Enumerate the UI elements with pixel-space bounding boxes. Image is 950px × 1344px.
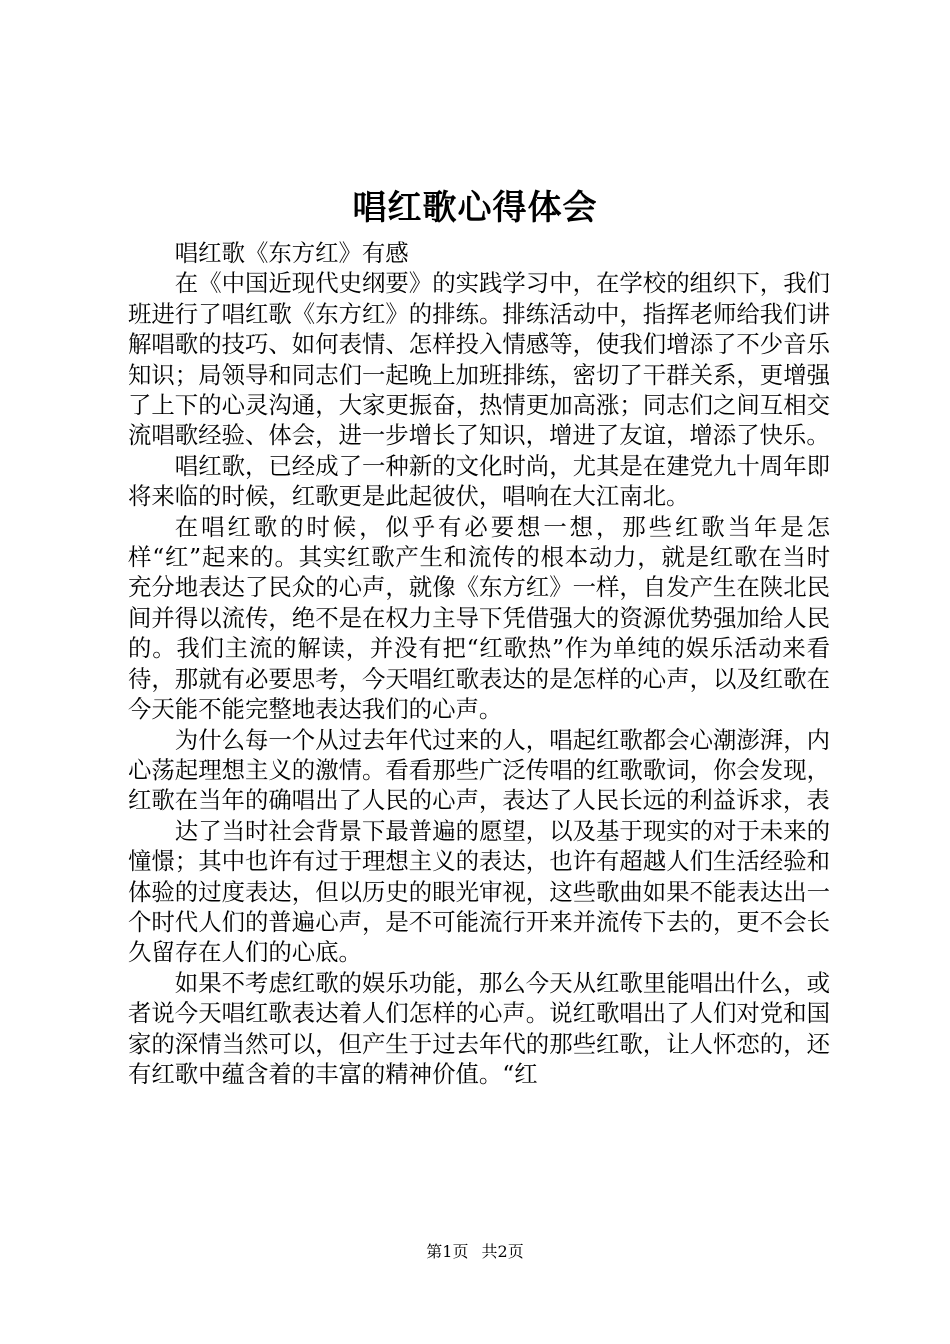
page-number: 第1页 xyxy=(426,1242,469,1261)
paragraph: 为什么每一个从过去年代过来的人，唱起红歌都会心潮澎湃，内心荡起理想主义的激情。看看那些广泛传唱的红歌歌词，你会发现，红歌在当年的确唱出了人民的心声，表达了人民长远的利益诉求，表 xyxy=(128,725,830,815)
paragraph: 唱红歌，已经成了一种新的文化时尚，尤其是在建党九十周年即将来临的时候，红歌更是此起彼伏，唱响在大江南北。 xyxy=(128,451,830,511)
paragraph: 如果不考虑红歌的娱乐功能，那么今天从红歌里能唱出什么，或者说今天唱红歌表达着人们怎样的心声。说红歌唱出了人们对党和国家的深情当然可以，但产生于过去年代的那些红歌，让人怀恋的，还有红歌中蕴含着的丰富的精神价值。“红 xyxy=(128,968,830,1088)
document-title: 唱红歌心得体会 xyxy=(352,188,598,228)
document-body xyxy=(128,238,830,1089)
paragraph-subtitle: 唱红歌《东方红》有感 xyxy=(174,239,409,267)
paragraph: 达了当时社会背景下最普遍的愿望，以及基于现实的对于未来的憧憬；其中也许有过于理想主义的表达，也许有超越人们生活经验和体验的过度表达，但以历史的眼光审视，这些歌曲如果不能表达出一个时代人们的普遍心声，是不可能流行开来并流传下去的，更不会长久留存在人们的心底。 xyxy=(128,816,830,967)
paragraph: 在《中国近现代史纲要》的实践学习中，在学校的组织下，我们班进行了唱红歌《东方红》的排练。排练活动中，指挥老师给我们讲解唱歌的技巧、如何表情、怎样投入情感等，使我们增添了不少音乐知识；局领导和同志们一起晚上加班排练，密切了干群关系，更增强了上下的心灵沟通，大家更振奋，热情更加高涨；同志们之间互相交流唱歌经验、体会，进一步增长了知识，增进了友谊，增添了快乐。 xyxy=(128,269,830,450)
page-total: 共2页 xyxy=(481,1242,524,1261)
paragraph: 在唱红歌的时候，似乎有必要想一想，那些红歌当年是怎样“红”起来的。其实红歌产生和流传的根本动力，就是红歌在当时充分地表达了民众的心声，就像《东方红》一样，自发产生在陕北民间并得以流传，绝不是在权力主导下凭借强大的资源优势强加给人民的。我们主流的解读，并没有把“红歌热”作为单纯的娱乐活动来看待，那就有必要思考，今天唱红歌表达的是怎样的心声，以及红歌在今天能不能完整地表达我们的心声。 xyxy=(128,512,830,724)
page-footer xyxy=(0,1241,950,1263)
